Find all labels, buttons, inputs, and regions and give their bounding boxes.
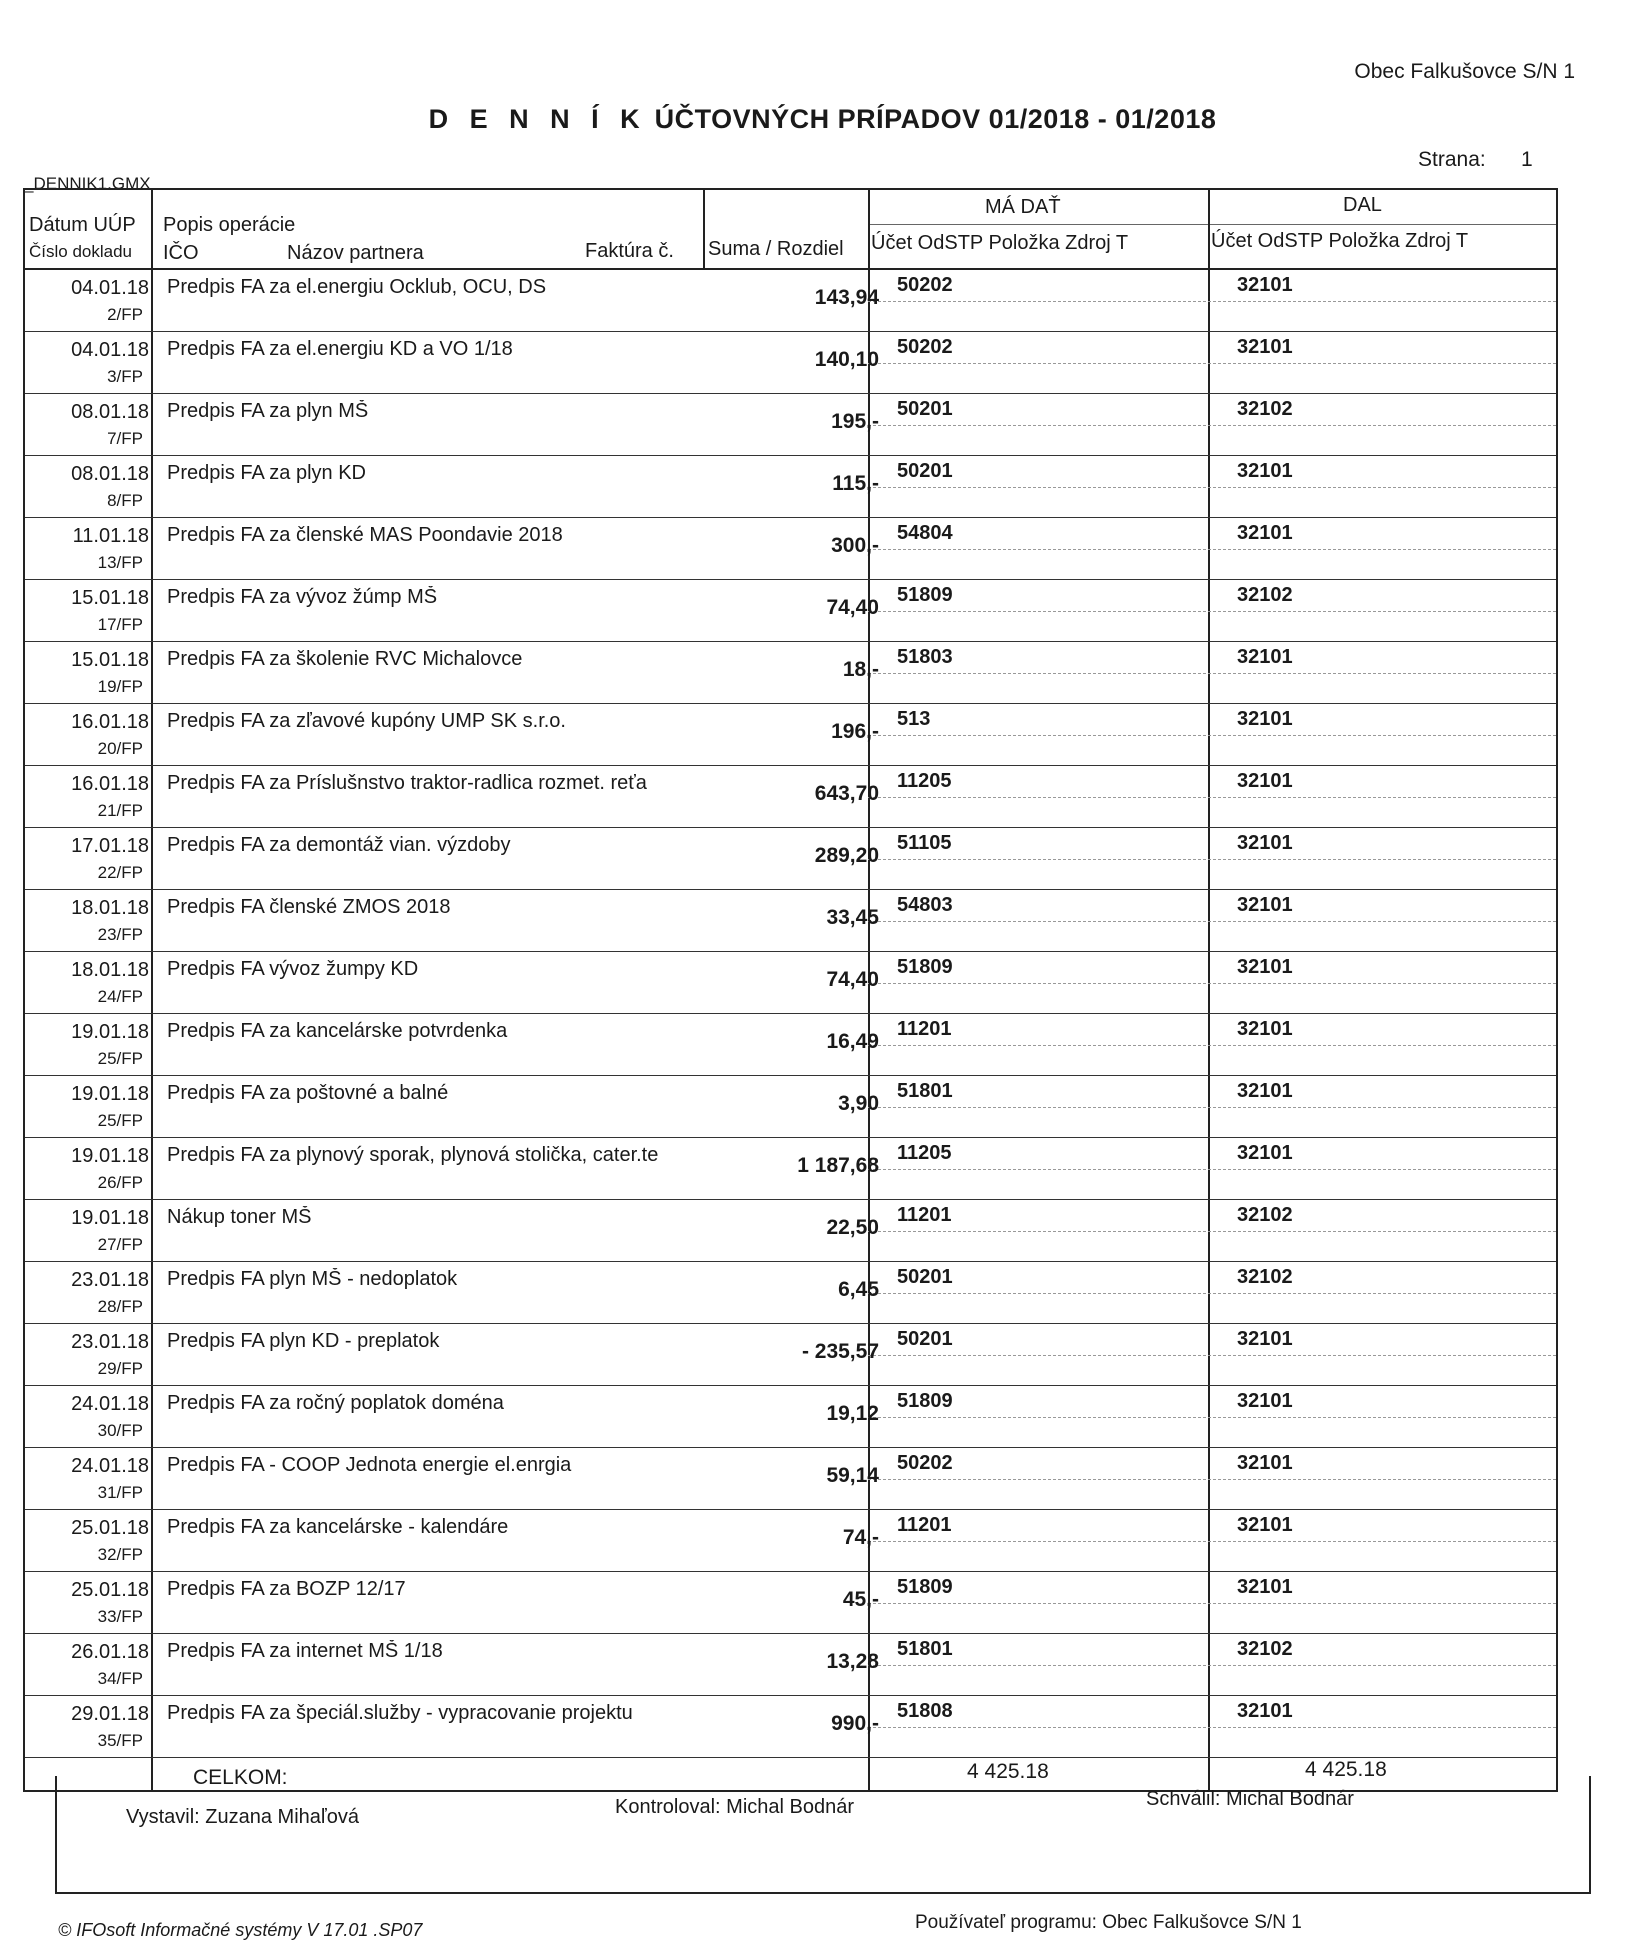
row-debit-account: 51801 (897, 1080, 953, 1102)
table-row (25, 394, 1556, 456)
col-partner-header: Názov partnera (287, 242, 424, 264)
row-debit-account: 50201 (897, 398, 953, 420)
row-description: Predpis FA za plynový sporak, plynová stolička, cater.te (167, 1144, 659, 1166)
row-doc-number: 25/FP (97, 1111, 143, 1130)
row-credit-account: 32101 (1237, 708, 1293, 730)
row-debit-account: 51801 (897, 1638, 953, 1660)
row-divider (868, 1417, 1556, 1418)
row-divider (868, 425, 1556, 426)
checked-by: Kontroloval: Michal Bodnár (615, 1796, 855, 1818)
row-date: 16.01.18 (71, 773, 149, 795)
table-row (25, 518, 1556, 580)
row-description: Predpis FA za Príslušnstvo traktor-radlica rozmet. reťa (167, 772, 647, 794)
table-row (25, 332, 1556, 394)
row-credit-account: 32101 (1237, 1452, 1293, 1474)
table-row (25, 1696, 1556, 1758)
row-divider (868, 1541, 1556, 1542)
row-debit-account: 51809 (897, 1576, 953, 1598)
row-date: 24.01.18 (71, 1455, 149, 1477)
row-date: 17.01.18 (71, 835, 149, 857)
row-date: 04.01.18 (71, 339, 149, 361)
col-debit-sub: Účet OdSTP Položka Zdroj T (871, 232, 1129, 254)
table-row (25, 704, 1556, 766)
row-divider (868, 921, 1556, 922)
row-date: 24.01.18 (71, 1393, 149, 1415)
row-date: 19.01.18 (71, 1207, 149, 1229)
row-date: 19.01.18 (71, 1083, 149, 1105)
row-debit-account: 50202 (897, 336, 953, 358)
row-description: Predpis FA za plyn KD (167, 462, 366, 484)
row-divider (868, 797, 1556, 798)
footer-user: Používateľ programu: Obec Falkušovce S/N 1 (915, 1912, 1302, 1933)
row-divider (868, 983, 1556, 984)
row-credit-account: 32101 (1237, 1514, 1293, 1536)
row-date: 18.01.18 (71, 959, 149, 981)
row-debit-account: 51809 (897, 584, 953, 606)
row-description: Predpis FA za zľavové kupóny UMP SK s.r.o. (167, 710, 566, 732)
ledger-table (23, 188, 1558, 1792)
col-debit-group: MÁ DAŤ (985, 196, 1061, 218)
row-amount: 1 187,68 (797, 1154, 879, 1177)
col-credit-sub: Účet OdSTP Položka Zdroj T (1211, 230, 1469, 252)
row-divider (868, 1107, 1556, 1108)
row-credit-account: 32101 (1237, 274, 1293, 296)
total-debit: 4 425.18 (967, 1760, 1049, 1783)
table-row (25, 1510, 1556, 1572)
row-date: 25.01.18 (71, 1579, 149, 1601)
row-divider (868, 1603, 1556, 1604)
row-credit-account: 32102 (1237, 398, 1293, 420)
row-debit-account: 11201 (897, 1018, 952, 1040)
row-date: 23.01.18 (71, 1331, 149, 1353)
row-divider (868, 1231, 1556, 1232)
row-divider (868, 1727, 1556, 1728)
table-row (25, 1014, 1556, 1076)
row-doc-number: 33/FP (97, 1607, 143, 1626)
row-divider (868, 301, 1556, 302)
row-doc-number: 19/FP (97, 677, 143, 696)
row-description: Predpis FA za internet MŠ 1/18 (167, 1640, 443, 1662)
row-description: Predpis FA za vývoz žúmp MŠ (167, 586, 438, 608)
row-doc-number: 20/FP (97, 739, 143, 758)
row-doc-number: 17/FP (97, 615, 143, 634)
total-label: CELKOM: (193, 1766, 288, 1789)
row-date: 15.01.18 (71, 587, 149, 609)
row-debit-account: 11205 (897, 1142, 952, 1164)
row-credit-account: 32101 (1237, 832, 1293, 854)
row-doc-number: 8/FP (107, 491, 143, 510)
row-description: Predpis FA za kancelárske - kalendáre (167, 1516, 509, 1538)
table-row (25, 1386, 1556, 1448)
row-amount: 19,12 (826, 1402, 879, 1425)
organization-name: Obec Falkušovce S/N 1 (1354, 60, 1575, 83)
row-description: Predpis FA za BOZP 12/17 (167, 1578, 406, 1600)
row-credit-account: 32101 (1237, 1390, 1293, 1412)
row-date: 11.01.18 (72, 525, 149, 547)
row-credit-account: 32101 (1237, 770, 1293, 792)
row-amount: 195,- (831, 410, 879, 433)
row-doc-number: 24/FP (97, 987, 143, 1006)
table-row (25, 828, 1556, 890)
row-description: Predpis FA - COOP Jednota energie el.enrgia (167, 1454, 572, 1476)
col-invoice-header: Faktúra č. (585, 240, 674, 262)
table-row (25, 1138, 1556, 1200)
row-doc-number: 25/FP (97, 1049, 143, 1068)
document-title (0, 104, 1645, 135)
row-credit-account: 32101 (1237, 894, 1293, 916)
row-debit-account: 50201 (897, 1266, 953, 1288)
row-date: 08.01.18 (71, 401, 149, 423)
row-debit-account: 11201 (897, 1514, 952, 1536)
table-row (25, 1634, 1556, 1696)
row-doc-number: 23/FP (97, 925, 143, 944)
row-credit-account: 32101 (1237, 1018, 1293, 1040)
row-date: 19.01.18 (71, 1145, 149, 1167)
row-description: Predpis FA za el.energiu KD a VO 1/18 (167, 338, 513, 360)
row-debit-account: 50201 (897, 460, 953, 482)
col-doc-header: Číslo dokladu (29, 242, 133, 261)
row-date: 29.01.18 (71, 1703, 149, 1725)
signature-box (55, 1776, 1591, 1894)
header-divider (868, 224, 1556, 225)
title-rest: ÚČTOVNÝCH PRÍPADOV 01/2018 - 01/2018 (654, 104, 1217, 134)
row-debit-account: 51803 (897, 646, 953, 668)
row-description: Predpis FA vývoz žumpy KD (167, 958, 419, 980)
row-amount: 140,10 (814, 348, 879, 371)
table-header (25, 190, 1556, 270)
row-credit-account: 32101 (1237, 646, 1293, 668)
row-description: Predpis FA za el.energiu Ocklub, OCU, DS (167, 276, 547, 298)
row-divider (868, 549, 1556, 550)
row-divider (868, 363, 1556, 364)
row-description: Predpis FA za demontáž vian. výzdoby (167, 834, 511, 856)
row-description: Predpis FA za poštovné a balné (167, 1082, 449, 1104)
row-date: 26.01.18 (71, 1641, 149, 1663)
table-row (25, 1262, 1556, 1324)
row-amount: 74,40 (826, 596, 879, 619)
row-description: Predpis FA členské ZMOS 2018 (167, 896, 451, 918)
row-credit-account: 32102 (1237, 1266, 1293, 1288)
row-date: 15.01.18 (71, 649, 149, 671)
row-divider (868, 1479, 1556, 1480)
row-debit-account: 11201 (897, 1204, 952, 1226)
row-amount: 3,90 (838, 1092, 879, 1115)
row-amount: 16,49 (826, 1030, 879, 1053)
row-amount: 143,94 (814, 286, 879, 309)
row-credit-account: 32101 (1237, 1576, 1293, 1598)
row-description: Predpis FA za školenie RVC Michalovce (167, 648, 523, 670)
row-amount: 643,70 (814, 782, 879, 805)
row-amount: 74,40 (826, 968, 879, 991)
footer-software: © IFOsoft Informačné systémy V 17.01 .SP07 (58, 1920, 423, 1940)
row-debit-account: 51808 (897, 1700, 953, 1722)
row-date: 19.01.18 (71, 1021, 149, 1043)
row-credit-account: 32101 (1237, 522, 1293, 544)
row-doc-number: 31/FP (97, 1483, 143, 1502)
issued-by: Vystavil: Zuzana Mihaľová (126, 1806, 359, 1828)
row-doc-number: 22/FP (97, 863, 143, 882)
row-divider (868, 735, 1556, 736)
row-debit-account: 50202 (897, 1452, 953, 1474)
row-divider (868, 1169, 1556, 1170)
row-amount: 45,- (842, 1588, 879, 1611)
row-divider (868, 1355, 1556, 1356)
col-ico-header: IČO (163, 242, 199, 264)
table-row (25, 456, 1556, 518)
row-doc-number: 13/FP (97, 553, 143, 572)
row-description: Predpis FA za členské MAS Poondavie 2018 (167, 524, 563, 546)
row-doc-number: 26/FP (97, 1173, 143, 1192)
row-doc-number: 32/FP (97, 1545, 143, 1564)
col-amount-header: Suma / Rozdiel (708, 238, 844, 260)
table-row (25, 952, 1556, 1014)
row-debit-account: 50201 (897, 1328, 953, 1350)
row-divider (868, 859, 1556, 860)
row-debit-account: 54804 (897, 522, 953, 544)
row-credit-account: 32101 (1237, 956, 1293, 978)
row-date: 23.01.18 (71, 1269, 149, 1291)
row-description: Predpis FA plyn KD - preplatok (167, 1330, 440, 1352)
row-doc-number: 27/FP (97, 1235, 143, 1254)
row-credit-account: 32102 (1237, 1204, 1293, 1226)
row-description: Nákup toner MŠ (167, 1206, 312, 1228)
row-amount: 22,50 (826, 1216, 879, 1239)
row-description: Predpis FA za ročný poplatok doména (167, 1392, 504, 1414)
row-doc-number: 7/FP (107, 429, 143, 448)
table-row (25, 1448, 1556, 1510)
title-spaced: D E N N Í K (428, 104, 647, 134)
row-debit-account: 51809 (897, 1390, 953, 1412)
row-debit-account: 11205 (897, 770, 952, 792)
row-amount: 300,- (831, 534, 879, 557)
row-divider (868, 611, 1556, 612)
row-doc-number: 35/FP (97, 1731, 143, 1750)
table-row (25, 1324, 1556, 1386)
row-doc-number: 29/FP (97, 1359, 143, 1378)
approved-by: Schválil: Michal Bodnár (1146, 1788, 1354, 1810)
row-date: 16.01.18 (71, 711, 149, 733)
row-doc-number: 3/FP (107, 367, 143, 386)
row-divider (868, 1665, 1556, 1666)
row-description: Predpis FA za špeciál.služby - vypracovanie projektu (167, 1702, 633, 1724)
row-credit-account: 32101 (1237, 1080, 1293, 1102)
table-row (25, 642, 1556, 704)
row-amount: 6,45 (838, 1278, 879, 1301)
row-debit-account: 51809 (897, 956, 953, 978)
row-amount: 74,- (842, 1526, 879, 1549)
row-doc-number: 28/FP (97, 1297, 143, 1316)
row-amount: 115,- (832, 472, 879, 495)
row-description: Predpis FA plyn MŠ - nedoplatok (167, 1268, 458, 1290)
table-row (25, 1200, 1556, 1262)
row-debit-account: 54803 (897, 894, 953, 916)
row-debit-account: 51105 (897, 832, 952, 854)
row-divider (868, 673, 1556, 674)
row-description: Predpis FA za plyn MŠ (167, 400, 369, 422)
row-debit-account: 50202 (897, 274, 953, 296)
row-amount: 33,45 (826, 906, 879, 929)
row-date: 04.01.18 (71, 277, 149, 299)
row-amount: 59,14 (826, 1464, 879, 1487)
file-name: _DENNIK1.GMX (24, 174, 151, 193)
row-credit-account: 32101 (1237, 1328, 1293, 1350)
row-doc-number: 34/FP (97, 1669, 143, 1688)
row-doc-number: 30/FP (97, 1421, 143, 1440)
row-amount: 196,- (831, 720, 879, 743)
table-row (25, 890, 1556, 952)
row-credit-account: 32101 (1237, 336, 1293, 358)
row-date: 18.01.18 (71, 897, 149, 919)
row-divider (868, 487, 1556, 488)
table-row (25, 1572, 1556, 1634)
col-credit-group: DAL (1343, 194, 1382, 216)
row-amount: 18,- (842, 658, 879, 681)
total-credit: 4 425.18 (1305, 1758, 1387, 1781)
divider-desc (703, 190, 705, 270)
table-row (25, 580, 1556, 642)
row-divider (868, 1293, 1556, 1294)
table-row (25, 766, 1556, 828)
row-doc-number: 21/FP (97, 801, 143, 820)
table-row (25, 270, 1556, 332)
row-credit-account: 32102 (1237, 1638, 1293, 1660)
page-number: 1 (1521, 148, 1533, 171)
row-credit-account: 32102 (1237, 584, 1293, 606)
page-label: Strana: (1418, 148, 1486, 171)
row-debit-account: 513 (897, 708, 931, 730)
row-amount: 990,- (831, 1712, 879, 1735)
row-doc-number: 2/FP (107, 305, 143, 324)
row-date: 08.01.18 (71, 463, 149, 485)
row-amount: 13,28 (826, 1650, 879, 1673)
row-amount: - 235,57 (801, 1340, 879, 1363)
col-date-header: Dátum UÚP (29, 214, 136, 236)
row-description: Predpis FA za kancelárske potvrdenka (167, 1020, 508, 1042)
col-desc-header: Popis operácie (163, 214, 296, 236)
row-divider (868, 1045, 1556, 1046)
row-credit-account: 32101 (1237, 460, 1293, 482)
table-row (25, 1076, 1556, 1138)
row-credit-account: 32101 (1237, 1142, 1293, 1164)
row-date: 25.01.18 (71, 1517, 149, 1539)
row-amount: 289,20 (814, 844, 879, 867)
row-credit-account: 32101 (1237, 1700, 1293, 1722)
